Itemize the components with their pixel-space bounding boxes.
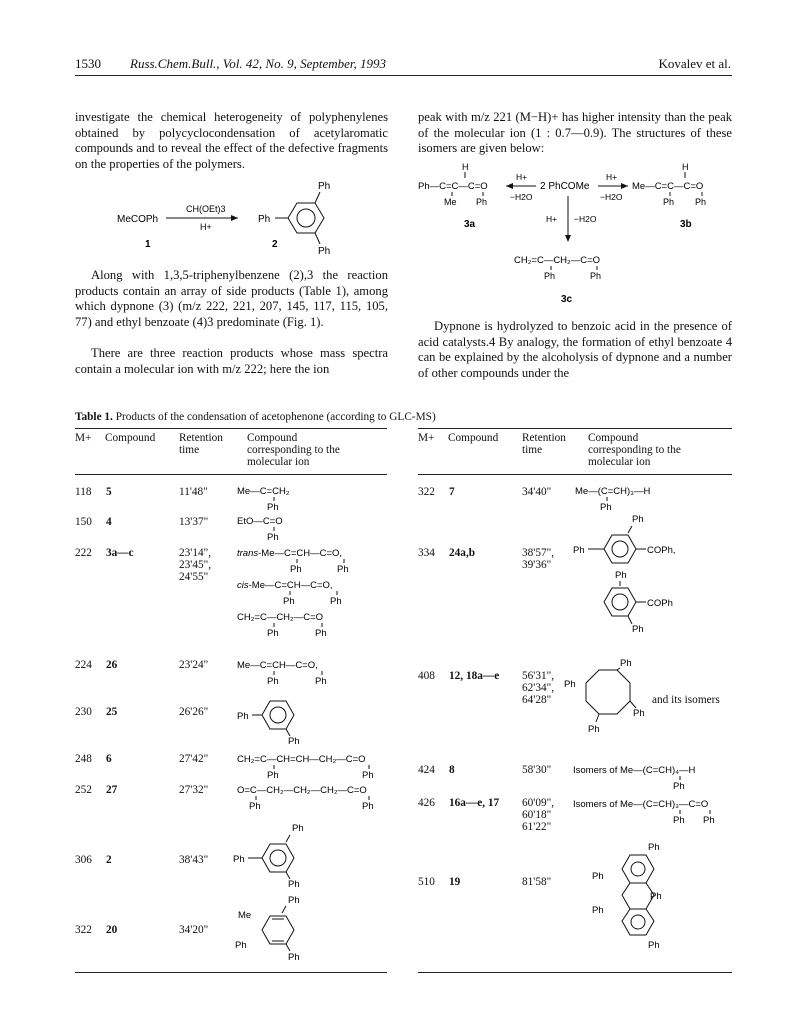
structure-24b <box>604 581 673 635</box>
svg-text:Ph: Ph <box>337 564 349 575</box>
svg-text:COPh,: COPh, <box>647 545 676 556</box>
cell-time: 11'48" <box>179 486 208 498</box>
cell-compound: 19 <box>449 876 461 888</box>
page-number: 1530 <box>75 56 101 71</box>
structure-27 <box>237 785 374 812</box>
reactant-mecoph: MeCOPh <box>117 214 159 225</box>
svg-text:Ph: Ph <box>632 624 644 635</box>
svg-text:Ph: Ph <box>592 871 604 882</box>
svg-text:Me: Me <box>238 910 252 921</box>
scheme-2-dypnone-isomers <box>418 160 734 310</box>
cell-time: 56'31", 62'34", 64'28" <box>522 670 555 706</box>
ph-bottom: Ph <box>318 246 331 257</box>
svg-text:Ph: Ph <box>267 676 279 687</box>
svg-text:Ph: Ph <box>632 514 644 525</box>
cell-m: 248 <box>75 753 92 765</box>
left-paragraph-2: Along with 1,3,5-triphenylbenzene (2),3 the reaction products contain an array of side products (Table 1), among which dypnone (3) (m/z 222, 221, 207, 145, 117, 115, 105, 77) and ethyl benzoate (4)3 predominate (Fig. 1). <box>75 268 388 329</box>
journal-title: Russ.Chem.Bull., Vol. 42, No. 9, September, 1993 <box>130 56 387 71</box>
svg-text:Ph: Ph <box>267 502 279 513</box>
svg-text:Ph: Ph <box>267 628 279 639</box>
svg-text:Ph: Ph <box>283 596 295 607</box>
cell-compound: 25 <box>106 706 118 718</box>
cell-m: 224 <box>75 659 92 671</box>
structure-7 <box>575 486 651 513</box>
ph-3b: Ph <box>663 197 675 207</box>
cell-time: 38'57", 39'36" <box>522 547 555 571</box>
cell-compound: 27 <box>106 784 118 796</box>
svg-text:Ph: Ph <box>650 891 662 902</box>
svg-text:COPh: COPh <box>647 598 673 609</box>
structure-5 <box>237 486 290 513</box>
h-plus-left: H+ <box>516 172 528 182</box>
table-header-rule-left <box>75 474 387 475</box>
note-isomers: and its isomers <box>652 694 720 706</box>
cell-m: 426 <box>418 797 435 809</box>
cell-m: 118 <box>75 486 92 498</box>
svg-text:Ph: Ph <box>237 711 249 722</box>
cell-time: 26'26" <box>179 706 209 718</box>
cell-compound: 24a,b <box>449 547 476 559</box>
arrow-head <box>231 215 238 221</box>
table-top-rule-right <box>418 428 732 429</box>
cell-m: 510 <box>418 876 435 888</box>
cell-compound: 20 <box>106 924 118 936</box>
cell-compound: 6 <box>106 753 112 765</box>
structure-8 <box>573 765 696 792</box>
th-corresponding: Compound corresponding to the molecular ion <box>247 432 340 468</box>
svg-text:Ph: Ph <box>267 532 279 543</box>
minus-h2o-down: −H2O <box>574 214 597 224</box>
minus-h2o-right: −H2O <box>600 192 623 202</box>
cell-time: 27'42" <box>179 753 209 765</box>
svg-text:Ph: Ph <box>288 895 300 906</box>
structure-25 <box>237 701 300 747</box>
cell-m: 408 <box>418 670 435 682</box>
table-bottom-rule-left <box>75 972 387 973</box>
structure-3a-c <box>237 548 349 639</box>
compound-label-3c: 3c <box>561 294 573 305</box>
cell-time: 27'32" <box>179 784 209 796</box>
cell-time: 60'09", 60'18" 61'22" <box>522 797 555 833</box>
cell-time: 23'24" <box>179 659 209 671</box>
cell-m: 252 <box>75 784 92 796</box>
left-structures <box>232 482 392 972</box>
cell-m: 222 <box>75 547 92 559</box>
cell-compound: 16a—e, 17 <box>449 797 500 809</box>
cell-compound: 2 <box>106 854 112 866</box>
cell-compound: 3a—c <box>106 547 134 559</box>
cell-m: 334 <box>418 547 435 559</box>
structure-3c: CH₂=C—CH₂—C=O <box>514 255 601 266</box>
atom-h: H <box>682 162 689 172</box>
compound-label-3b: 3b <box>680 219 692 230</box>
svg-text:Ph: Ph <box>233 854 245 865</box>
structure-2 <box>233 823 304 890</box>
cell-m: 230 <box>75 706 92 718</box>
structure-26 <box>237 660 327 687</box>
structure-19 <box>592 842 662 951</box>
svg-text:CH₂=C—CH₂—C=O: CH₂=C—CH₂—C=O <box>237 612 324 623</box>
ph-left: Ph <box>258 214 271 225</box>
compound-label-2: 2 <box>272 239 278 250</box>
journal-citation <box>130 56 386 72</box>
compound-label-1: 1 <box>145 239 151 250</box>
cell-time: 58'30" <box>522 764 552 776</box>
svg-text:Ph: Ph <box>600 502 612 513</box>
cell-time: 38'43" <box>179 854 209 866</box>
th-compound: Compound <box>448 432 499 444</box>
right-paragraph-2: Dypnone is hydrolyzed to benzoic acid in the presence of acid catalysts.4 By analogy, the formation of ethyl benzoate 4 can be explained by the alcoholysis of dypnone and a number of other compounds under the <box>418 319 732 380</box>
svg-text:Ph: Ph <box>315 628 327 639</box>
svg-text:cis-Me—C=CH—C=O,: cis-Me—C=CH—C=O, <box>237 580 333 591</box>
svg-text:Ph: Ph <box>673 815 685 826</box>
th-retention: Retention time <box>179 432 223 456</box>
svg-text:Isomers of Me—(C=CH)₃—C=O: Isomers of Me—(C=CH)₃—C=O <box>573 799 709 810</box>
cell-compound: 5 <box>106 486 112 498</box>
left-paragraph-3: There are three reaction products whose mass spectra contain a molecular ion with m/z 222; here the ion <box>75 346 388 376</box>
table-top-rule-left <box>75 428 387 429</box>
svg-text:Ph: Ph <box>288 879 300 890</box>
cell-compound: 4 <box>106 516 112 528</box>
cell-time: 13'37" <box>179 516 209 528</box>
scheme-1-triphenylbenzene <box>100 172 370 262</box>
structure-12-cyclooctatetraene <box>564 658 645 735</box>
ph-top: Ph <box>318 181 331 192</box>
cell-compound: 12, 18a—e <box>449 670 500 682</box>
ph-3a: Ph <box>476 197 488 207</box>
th-corresponding: Compound corresponding to the molecular ion <box>588 432 681 468</box>
bond <box>315 233 320 244</box>
structure-6 <box>237 754 374 781</box>
svg-text:Ph: Ph <box>648 842 660 853</box>
svg-text:Me—(C=CH)₃—H: Me—(C=CH)₃—H <box>575 486 651 497</box>
h-plus-down: H+ <box>546 214 558 224</box>
svg-text:Ph: Ph <box>648 940 660 951</box>
structure-16 <box>573 799 715 826</box>
aromatic-circle <box>297 209 315 227</box>
table-caption-label: Table 1. <box>75 411 113 423</box>
svg-text:O=C—CH₂—CH₂—CH₂—C=O: O=C—CH₂—CH₂—CH₂—C=O <box>237 785 367 796</box>
svg-text:Ph: Ph <box>615 570 627 581</box>
cell-m: 322 <box>75 924 92 936</box>
ph-3c: Ph <box>544 271 556 281</box>
structure-3a: Ph—C=C—C=O <box>418 181 488 192</box>
table-header-rule-right <box>418 474 732 475</box>
left-paragraph-1: investigate the chemical heterogeneity of polyphenylenes obtained by polycyclocondensation of acetylaromatic compounds and to reveal the effect of the defective fragments on the properties of the polymers. <box>75 110 388 171</box>
minus-h2o-left: −H2O <box>510 192 533 202</box>
cell-compound: 8 <box>449 764 455 776</box>
svg-text:Ph: Ph <box>292 823 304 834</box>
svg-text:Ph: Ph <box>592 905 604 916</box>
structure-4 <box>237 516 283 543</box>
reagent-ch-oet3: CH(OEt)3 <box>186 204 226 214</box>
compound-label-3a: 3a <box>464 219 476 230</box>
table-bottom-rule-right <box>418 972 732 973</box>
svg-text:Ph: Ph <box>564 679 576 690</box>
svg-text:Ph: Ph <box>235 940 247 951</box>
bond <box>315 192 320 203</box>
cell-m: 322 <box>418 486 435 498</box>
right-paragraph-1: peak with m/z 221 (M−H)+ has higher intensity than the peak of the molecular ion (1 : 0.7—0.9). The structures of these isomers are given below: <box>418 110 732 156</box>
svg-text:Me—C=CH₂: Me—C=CH₂ <box>237 486 290 497</box>
ph-3c: Ph <box>590 271 602 281</box>
cell-m: 306 <box>75 854 92 866</box>
table-caption-text: Products of the condensation of acetophenone (according to GLC-MS) <box>115 411 436 423</box>
svg-text:Ph: Ph <box>315 676 327 687</box>
svg-text:Me—C=CH—C=O,: Me—C=CH—C=O, <box>237 660 318 671</box>
svg-text:Ph: Ph <box>290 564 302 575</box>
structure-20 <box>235 895 300 963</box>
cell-time: 34'20" <box>179 924 209 936</box>
cell-time: 81'58" <box>522 876 552 888</box>
benzene-ring <box>288 203 324 233</box>
svg-text:EtO—C=O: EtO—C=O <box>237 516 283 527</box>
cell-compound: 7 <box>449 486 455 498</box>
svg-text:Ph: Ph <box>267 770 279 781</box>
svg-text:Ph: Ph <box>633 708 645 719</box>
svg-text:Ph: Ph <box>588 724 600 735</box>
atom-h: H <box>462 162 469 172</box>
author-running-head: Kovalev et al. <box>658 56 731 71</box>
cell-time: 23'14", 23'45", 24'55" <box>179 547 212 583</box>
svg-text:Ph: Ph <box>330 596 342 607</box>
right-structures <box>564 482 740 952</box>
arrow-head <box>506 183 513 189</box>
header-rule <box>75 75 732 76</box>
structure-3b: Me—C=C—C=O <box>632 181 704 192</box>
th-compound: Compound <box>105 432 156 444</box>
svg-text:Ph: Ph <box>288 952 300 963</box>
reactant-2-phcome: 2 PhCOMe <box>540 181 590 192</box>
th-m: M+ <box>418 432 435 444</box>
svg-text:Ph: Ph <box>249 801 261 812</box>
svg-text:Ph: Ph <box>703 815 715 826</box>
cell-m: 424 <box>418 764 435 776</box>
arrow-head <box>621 183 628 189</box>
h-plus-right: H+ <box>606 172 618 182</box>
structure-24a <box>573 514 676 581</box>
table-caption <box>75 411 436 423</box>
ph-3b: Ph <box>695 197 707 207</box>
th-retention: Retention time <box>522 432 566 456</box>
arrow-head <box>565 235 571 242</box>
svg-text:Ph: Ph <box>573 545 585 556</box>
cell-m: 150 <box>75 516 92 528</box>
cell-compound: 26 <box>106 659 118 671</box>
svg-text:Ph: Ph <box>362 801 374 812</box>
svg-text:Ph: Ph <box>288 736 300 747</box>
svg-text:Isomers of Me—(C=CH)₄—H: Isomers of Me—(C=CH)₄—H <box>573 765 696 776</box>
reagent-h-plus: H+ <box>200 222 212 232</box>
svg-text:CH₂=C—CH=CH—CH₂—C=O: CH₂=C—CH=CH—CH₂—C=O <box>237 754 366 765</box>
svg-text:Ph: Ph <box>620 658 632 669</box>
svg-text:Ph: Ph <box>673 781 685 792</box>
th-m: M+ <box>75 432 92 444</box>
svg-text:trans-Me—C=CH—C=O,: trans-Me—C=CH—C=O, <box>237 548 343 559</box>
svg-text:Ph: Ph <box>362 770 374 781</box>
me-3a: Me <box>444 197 457 207</box>
cell-time: 34'40" <box>522 486 552 498</box>
